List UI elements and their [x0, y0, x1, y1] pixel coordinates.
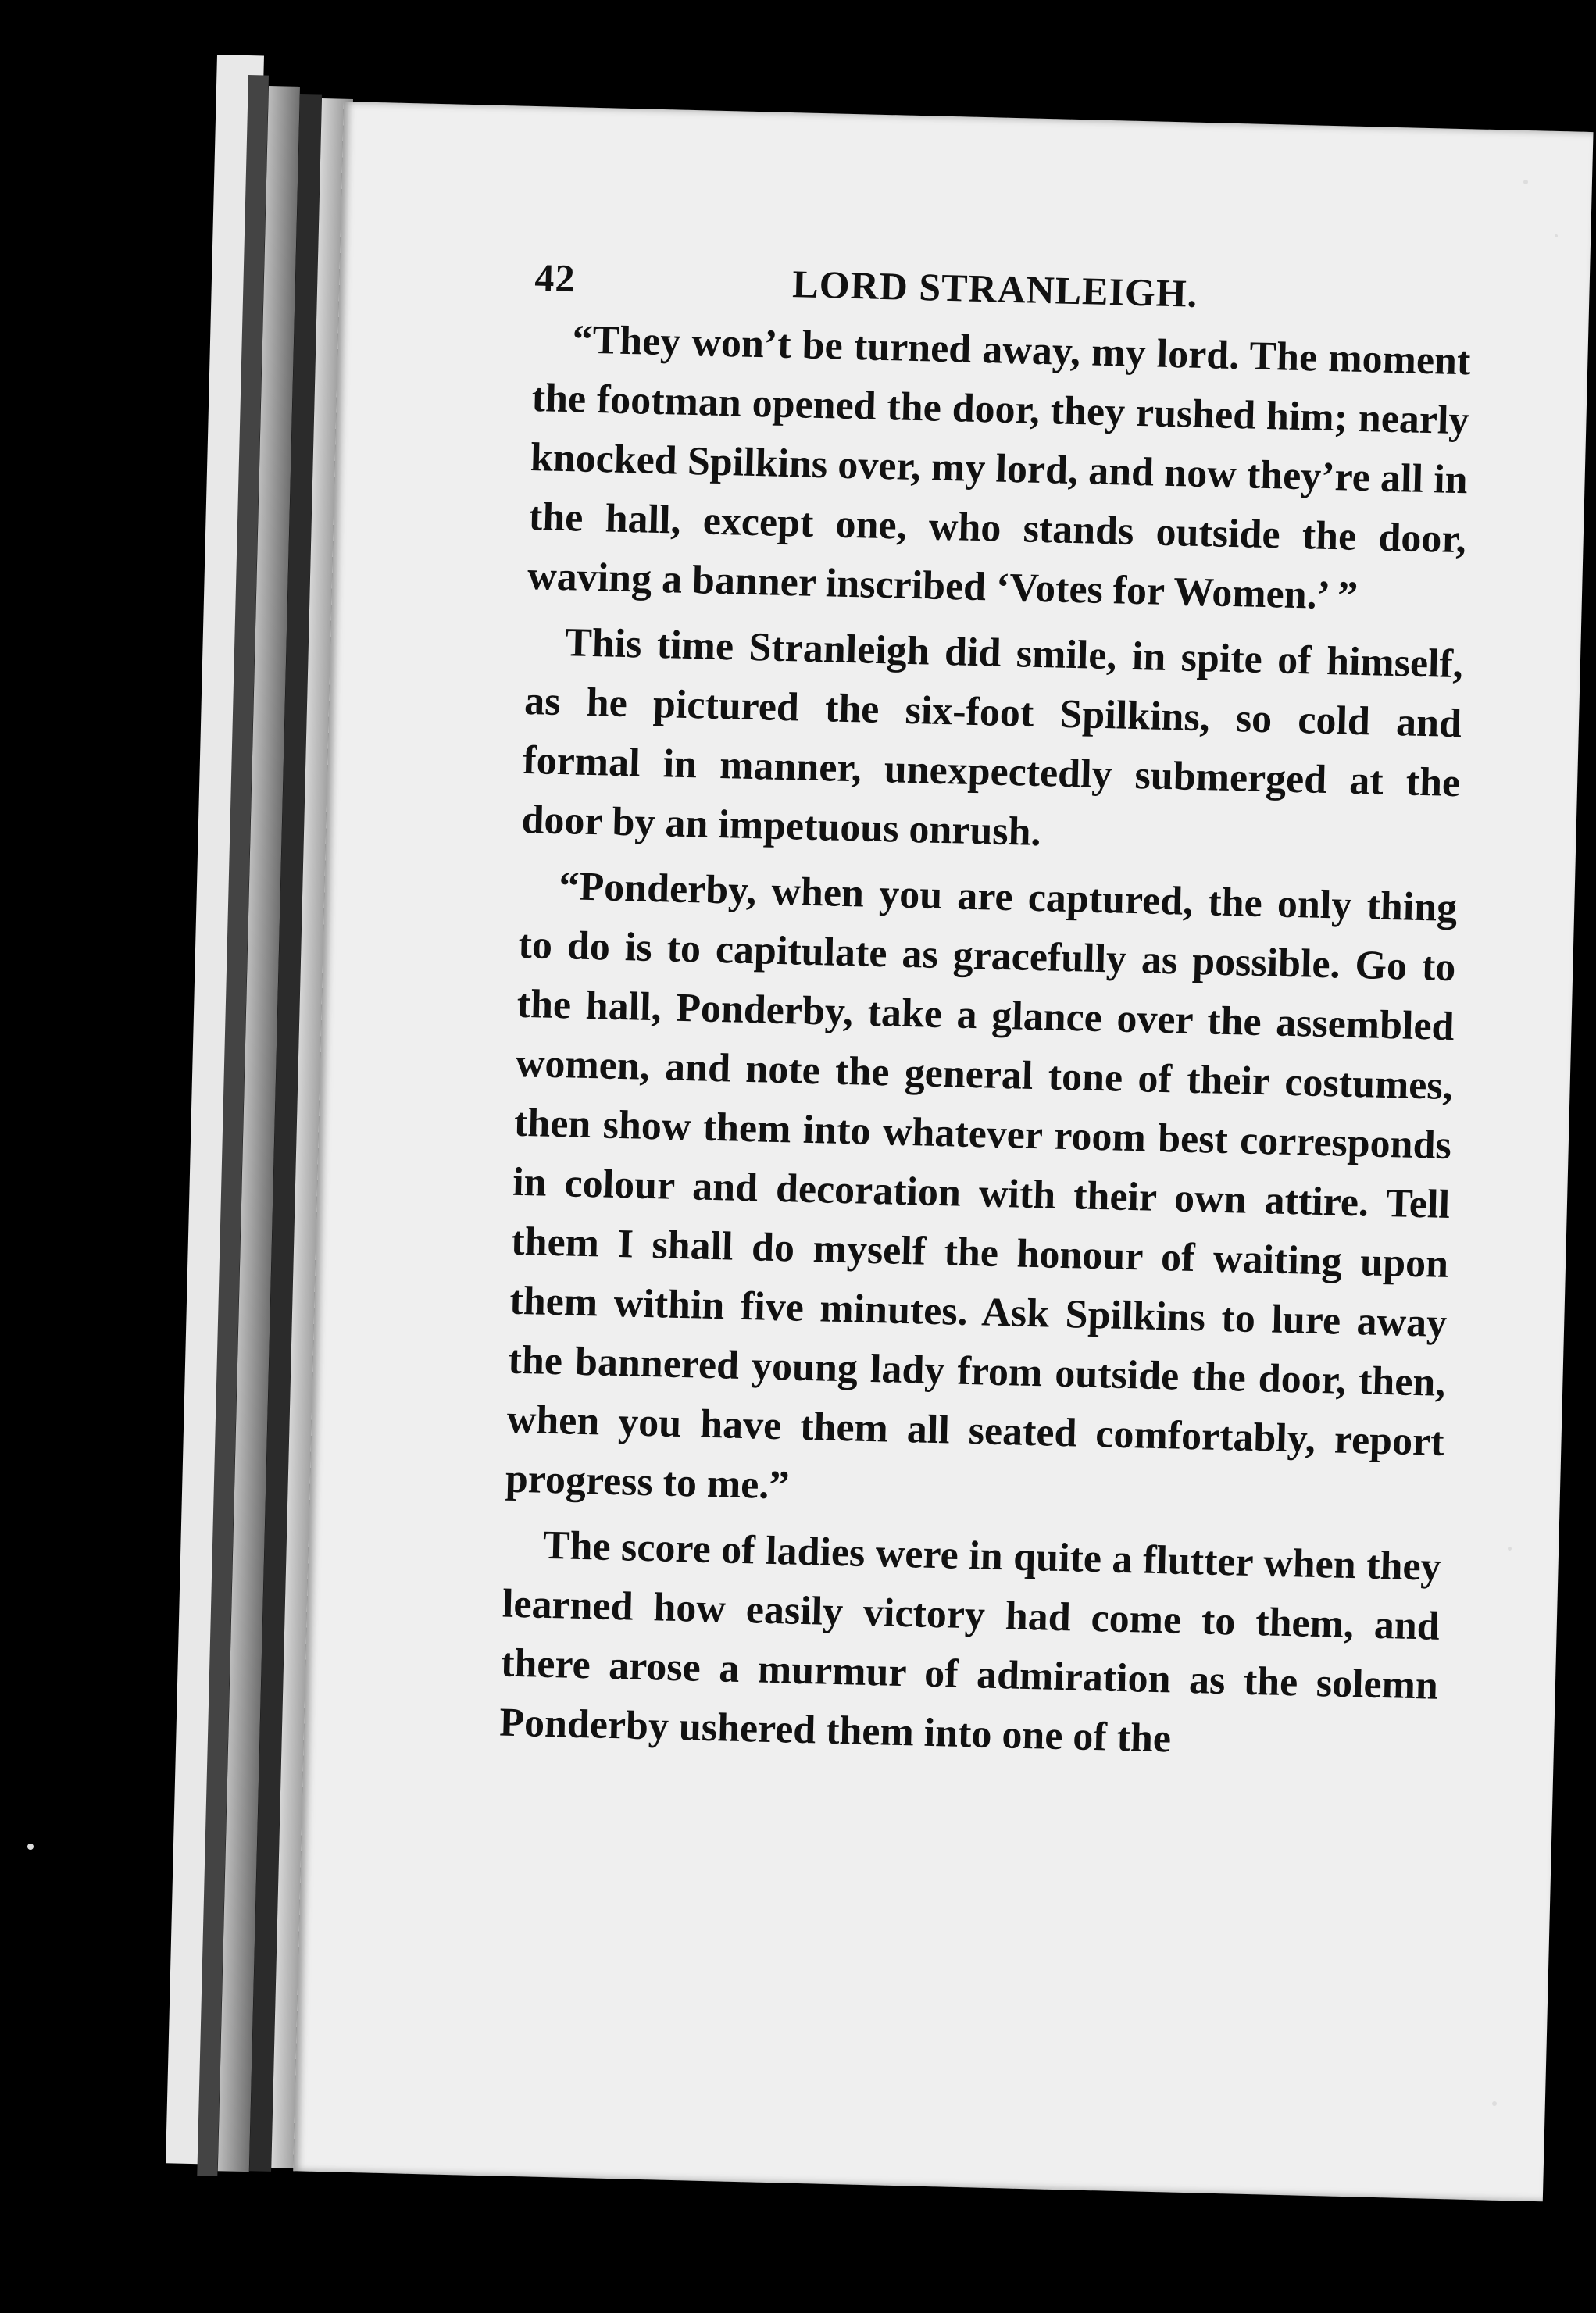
paragraph: The score of ladies were in quite a flutter when they learned how easily victory had come to them, and there arose a murmur of admiration as the solemn Ponderby ushered them into one of the	[498, 1522, 1442, 1762]
scan-speck	[1508, 1547, 1512, 1551]
book-page	[293, 102, 1593, 2201]
paragraph: “They won’t be turned away, my lord. The moment the footman opened the door, they rushed him; nearly knocked Spilkins over, my lord, and now they’re all in the hall, except one, who stands outside the door, waving a banner inscribed ‘Votes for Women.’ ”	[527, 317, 1471, 619]
scan-speck	[1523, 180, 1528, 184]
paragraph: This time Stranleigh did smile, in spite of himself, as he pictured the six-foot Spilkins, so cold and formal in manner, unexpectedly submerged at the door by an impetuous onrush.	[520, 620, 1464, 855]
scan-speck	[1555, 234, 1558, 237]
scan-speck	[27, 1844, 34, 1850]
page-number: 42	[534, 255, 577, 301]
scan-speck	[1492, 2101, 1497, 2106]
page-text-block	[498, 255, 1473, 1776]
paragraph: “Ponderby, when you are captured, the only thing to do is to capitulate as gracefully as possible. Go to the hall, Ponderby, take a glance over the assembled women, and note the general tone of their costumes, then show them into whatever room best corresponds in colour and decoration with their own attire. Tell them I shall do myself the honour of waiting upon them within five minutes. Ask Spilkins to lure away the bannered young lady from outside the door, then, when you have them all seated comfortably, report progress to me.”	[505, 864, 1458, 1508]
running-title: LORD STRANLEIGH.	[791, 262, 1198, 316]
